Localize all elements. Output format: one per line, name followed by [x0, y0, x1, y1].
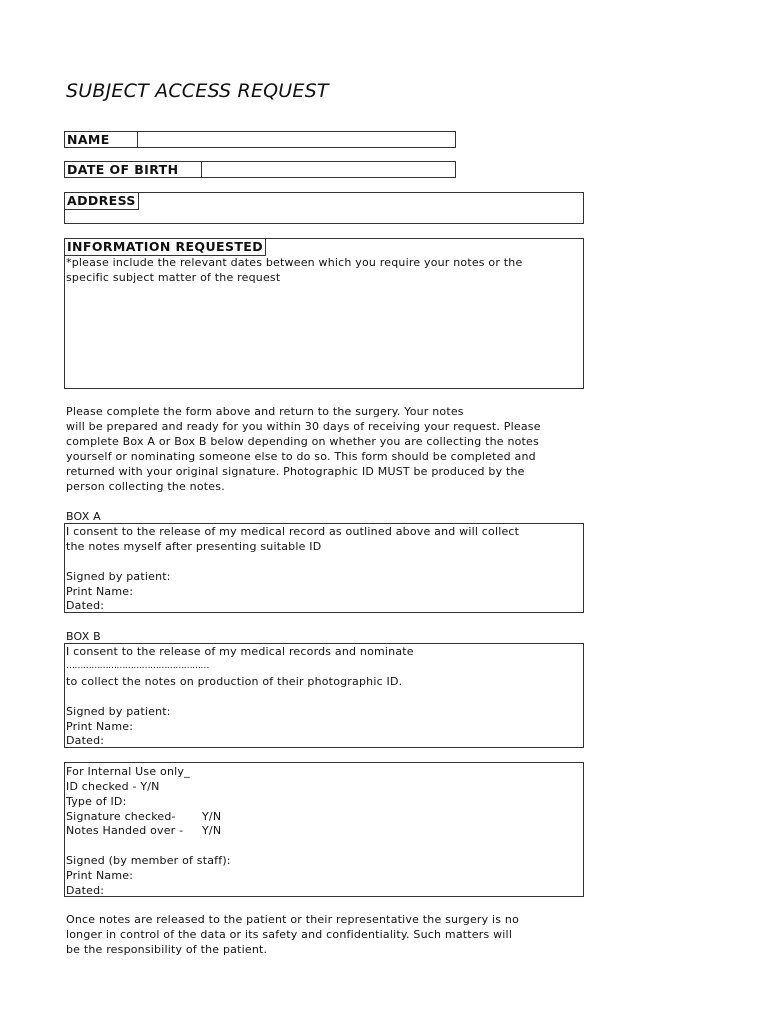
box-b[interactable]	[64, 643, 584, 748]
name-label: NAME	[67, 132, 110, 147]
id-checked-label: ID checked - Y/N	[66, 780, 160, 793]
name-field[interactable]	[137, 132, 456, 147]
notes-handed-label: Notes Handed over -	[66, 824, 184, 837]
information-note-line2: specific subject matter of the request	[66, 271, 281, 284]
signature-checked-yn: Y/N	[202, 810, 222, 823]
box-b-heading: BOX B	[66, 630, 101, 643]
instructions-line: person collecting the notes.	[66, 480, 225, 493]
address-label: ADDRESS	[65, 193, 139, 210]
disclaimer-line: Once notes are released to the patient or their representative the surgery is no	[66, 913, 520, 926]
disclaimer-line: longer in control of the data or its safety and confidentiality. Such matters will	[66, 928, 513, 941]
instructions-line: yourself or nominating someone else to do so. This form should be completed and	[66, 450, 536, 463]
box-b-consent-line3: to collect the notes on production of their photographic ID.	[66, 675, 403, 688]
address-field[interactable]	[64, 192, 584, 224]
box-a-heading: BOX A	[66, 510, 101, 523]
box-a[interactable]	[64, 523, 584, 613]
instructions-line: returned with your original signature. Photographic ID MUST be produced by the	[66, 465, 525, 478]
box-b-nominee-dots: ……………………………………………	[66, 661, 209, 671]
instructions-line: complete Box A or Box B below depending on whether you are collecting the notes	[66, 435, 539, 448]
box-b-dated-label: Dated:	[66, 734, 105, 747]
dob-label: DATE OF BIRTH	[67, 162, 179, 177]
name-row	[64, 131, 456, 148]
notes-handed-yn: Y/N	[202, 824, 222, 837]
box-a-consent-line1: I consent to the release of my medical record as outlined above and will collect	[66, 525, 520, 538]
instructions-line: Please complete the form above and return to the surgery. Your notes	[66, 405, 464, 418]
dob-row	[64, 161, 456, 178]
internal-use-box[interactable]	[64, 762, 584, 897]
form-title: SUBJECT ACCESS REQUEST	[66, 80, 329, 102]
box-b-consent-line1: I consent to the release of my medical records and nominate	[66, 645, 414, 658]
box-a-consent-line2: the notes myself after presenting suitable ID	[66, 540, 322, 553]
staff-signed-label: Signed (by member of staff):	[66, 854, 231, 867]
information-requested-field[interactable]	[64, 238, 584, 389]
staff-dated-label: Dated:	[66, 884, 105, 897]
information-note-line1: *please include the relevant dates between which you require your notes or the	[66, 256, 523, 269]
instructions-line: will be prepared and ready for you within 30 days of receiving your request. Please	[66, 420, 541, 433]
dob-field[interactable]	[201, 162, 456, 177]
box-a-dated-label: Dated:	[66, 599, 105, 612]
signature-checked-label: Signature checked-	[66, 810, 176, 823]
box-a-signed-label: Signed by patient:	[66, 570, 171, 583]
information-requested-label: INFORMATION REQUESTED	[65, 239, 266, 256]
staff-print-name-label: Print Name:	[66, 869, 134, 882]
box-b-print-name-label: Print Name:	[66, 720, 134, 733]
box-b-signed-label: Signed by patient:	[66, 705, 171, 718]
box-a-print-name-label: Print Name:	[66, 585, 134, 598]
internal-use-heading: For Internal Use only_	[66, 765, 190, 778]
type-of-id-label: Type of ID:	[66, 795, 127, 808]
disclaimer-line: be the responsibility of the patient.	[66, 943, 268, 956]
